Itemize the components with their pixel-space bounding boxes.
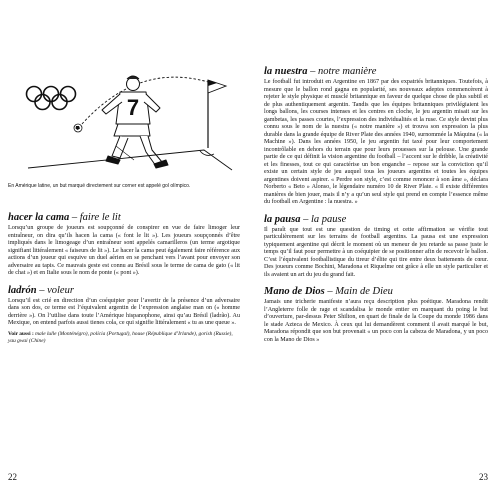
- entry-la-nuestra: [264, 66, 488, 207]
- headword-translation: faire le lit: [79, 212, 121, 223]
- headword-translation: Main de Dieu: [335, 286, 393, 297]
- headword: hacer la cama: [8, 212, 70, 223]
- entry-heading: [8, 285, 240, 297]
- player-figure: [102, 76, 168, 168]
- entry-body: Lorsqu’un groupe de joueurs est soupçonné de conspirer en vue de faire limoger leur entraîneur, on dira qu’ils hacen la cama (« font le lit »). Les joueurs soupçonnés d’être impliqués dans le limogeage d’un entraîneur sont appelés camarilleros (un terme argotique signifiant littéralement « faiseurs de lit »). Le hacer la cama peut également faire référence aux actions d’un joueur qui esquive un duel aérien en se penchant vers l’avant pour envoyer son adversaire au tapis. Ce mauvais geste est connu au Brésil sous le terme de cama de gato (« lit de chat ») et en Italie sous le nom de ponte (« pont »).: [8, 225, 240, 276]
- entry-heading: [264, 214, 488, 226]
- headword: ladrón: [8, 284, 37, 296]
- corner-flag-icon: [208, 80, 226, 148]
- see-also-text: male lulle (Monténégro), polícia (Portugal), house (République d’Irlande), gorish (Russie), yau gwai (Chine): [8, 330, 233, 344]
- page-number: 22: [8, 472, 17, 482]
- headword: la pausa: [264, 213, 301, 225]
- headword-separator: –: [36, 284, 48, 296]
- headword-translation: voleur: [47, 284, 74, 296]
- headword: Mano de Dios: [264, 286, 325, 297]
- pitch-line: [28, 150, 232, 170]
- entry-mano-de-dios: [264, 286, 488, 344]
- svg-text:7: 7: [126, 95, 140, 120]
- entry-heading: [264, 66, 488, 78]
- footballer-corner-illustration: [8, 68, 240, 176]
- page-number: 23: [479, 472, 488, 482]
- headword-separator: –: [69, 212, 80, 223]
- headword-translation: notre manière: [317, 66, 377, 77]
- illustration-caption: En Amérique latine, un but marqué directement sur corner est appelé gol olímpico.: [8, 183, 191, 189]
- football-icon: [74, 124, 82, 132]
- headword-separator: –: [300, 213, 311, 225]
- entry-body: Il paraît que tout est une question de timing et cette affirmation se vérifie tout particulièrement sur les terrains de football argentins. La pausa est une expression typiquement argentine qui décrit le moment où un meneur de jeu retarde sa passe juste le temps qu’il faut pour permettre à un coéquipier de se positionner afin de recevoir le ballon. C’est l’équivalent footballistique du tireur d’élite qui tire entre deux battements de cœur. Des joueurs comme Bochini, Maradona et Riquelme ont grâce à elle un style particulier et ils avaient un art du jeu du grand fait.: [264, 226, 488, 278]
- entry-ladron: [8, 285, 240, 345]
- olympic-rings-icon: [27, 87, 76, 110]
- entry-heading: [264, 286, 488, 298]
- left-column: [8, 212, 240, 352]
- headword-separator: –: [307, 66, 318, 77]
- see-also: [8, 331, 240, 345]
- entry-body: Le football fut introduit en Argentine en 1867 par des expatriés britanniques. Toutefois, à mesure que le ballon rond gagna en popularité, ses nouveaux adeptes commencèrent à rejeter le style physique et musclé britannique en faveur de quelque chose de plus subtil et de plus authentiquement argentin. Tandis que les équipes britanniques privilégiaient les longs ballons, les courses intenses et les centres en cloche, le jeu argentin misait sur les gambetas, les passes courtes, l’expression des individualités et la ruse. Ce style devint plus connu sous le nom de la nuestra (« notre manière ») et trouva son expression la plus durable dans la grande équipe de River Plate des années 1940, surnommée la Máquina (« la Machine »). Dans les années 1950, le jeu argentin fut taxé pour leur comportement incontrôlable en dehors du terrain que pour leurs prouesses sur la pelouse. Une grande partie de ce qui définit la vision argentine du football – l’accent sur le dribble, la créativité et les finesses, tout ce qui caractérise un bon enganche – repose sur la conviction qu’il existe un certain style de jeu auquel tous les joueurs argentins et toutes les équipes argentines doivent aspirer. « Perdre son style, c’est comme renoncer à son âme », déclara Norberto « Beto » Alonso, le légendaire numéro 10 de River Plate. « Il existe différentes manières de bien jouer, mais il n’y a qu’un seul style qui prend en compte l’essence même du football en Argentine : la nuestra. »: [264, 79, 488, 205]
- entry-body: Jamais une tricherie manifeste n’aura reçu description plus poétique. Maradona rendit l’Angleterre folle de rage et scandalisa le monde entier en marquant du poing le but d’ouverture, par-dessus Peter Shilton, en quart de finale de la Coupe du monde 1986 dans le stade Azteca de Mexico. À ceux qui lui demandèrent comment il avait marqué le but, Maradona répondit que son but provenait « un poco con la cabeza de Maradona, y un poco con la Mano de Dios »: [264, 299, 488, 343]
- entry-body: Lorsqu’il est crié en direction d’un coéquipier pour l’avertir de la présence d’un adversaire dans son dos, ce terme est l’équivalent argentin de l’expression anglaise man on (« homme derrière »). On l’utilise dans toute l’Amérique hispanophone, ainsi qu’au Brésil (ladrão). Au Mexique, on entend parfois aussi tienes cola, ce qui signifie littéralement « tu as une queue ».: [8, 297, 240, 326]
- right-column: [264, 66, 488, 351]
- headword-translation: la pause: [310, 213, 347, 225]
- entry-heading: [8, 212, 240, 224]
- see-also-label: Voir aussi :: [8, 330, 34, 337]
- entry-la-pausa: [264, 214, 488, 280]
- headword-separator: –: [324, 286, 336, 297]
- headword: la nuestra: [264, 66, 308, 77]
- right-page: [248, 0, 496, 496]
- entry-hacer-la-cama: [8, 212, 240, 278]
